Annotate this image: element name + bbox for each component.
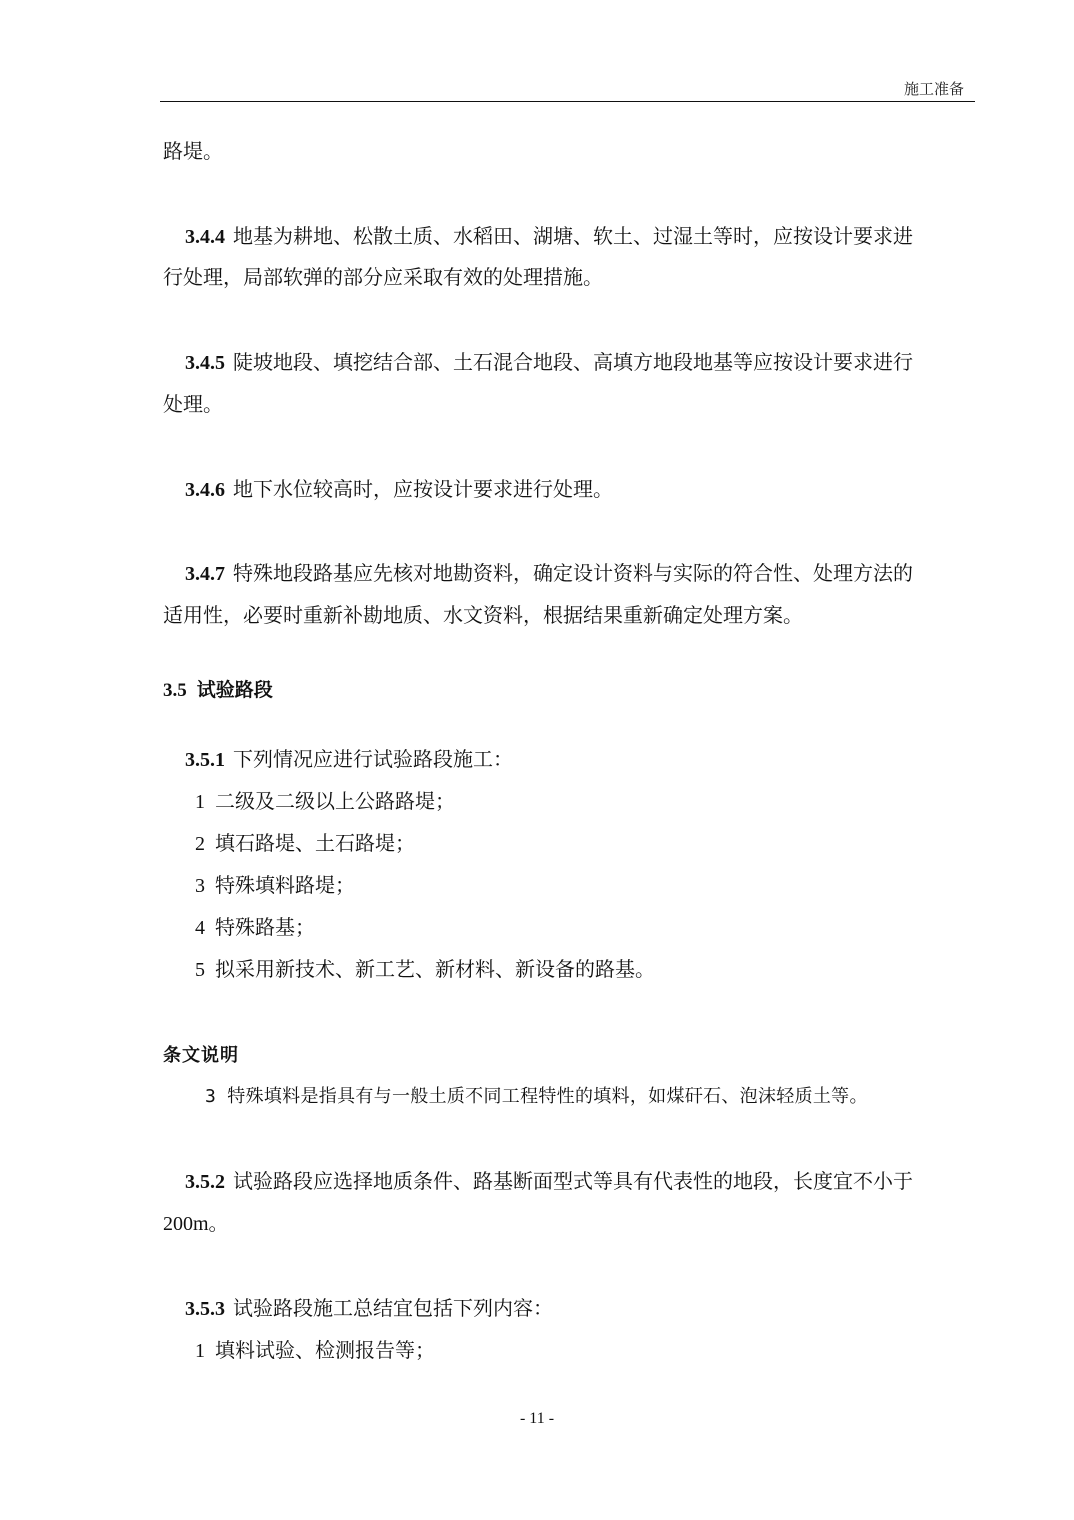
page-number: - 11 - bbox=[519, 1410, 555, 1427]
clause-text-continued: 200m。 bbox=[163, 1213, 229, 1235]
list-item: 4 特殊路基； bbox=[195, 917, 315, 939]
header-divider bbox=[160, 101, 975, 102]
header-chapter-title: 施工准备 bbox=[903, 80, 964, 98]
clause-text-continued: 行处理，局部软弹的部分应采取有效的处理措施。 bbox=[163, 267, 603, 289]
clause-text: 特殊地段路基应先核对地勘资料，确定设计资料与实际的符合性、处理方法的 bbox=[233, 563, 913, 585]
clause-text: 试验路段施工总结宜包括下列内容： bbox=[233, 1298, 553, 1320]
clause-number: 3.4.7 bbox=[185, 563, 225, 585]
clause-text: 试验路段应选择地质条件、路基断面型式等具有代表性的地段，长度宜不小于 bbox=[233, 1171, 913, 1193]
clause-number: 3.4.4 bbox=[185, 226, 225, 248]
continuation-text: 路堤。 bbox=[163, 141, 223, 163]
clause-text: 陡坡地段、填挖结合部、土石混合地段、高填方地段地基等应按设计要求进行 bbox=[233, 352, 913, 374]
section-title: 试验路段 bbox=[196, 680, 273, 701]
list-item: 3 特殊填料路堤； bbox=[195, 875, 355, 897]
section-heading-3-5 bbox=[163, 679, 273, 703]
clause-text-continued: 处理。 bbox=[163, 394, 223, 416]
explanation-title: 条文说明 bbox=[163, 1045, 239, 1066]
clause-text-continued: 适用性，必要时重新补勘地质、水文资料，根据结果重新确定处理方案。 bbox=[163, 605, 803, 627]
list-item: 5 拟采用新技术、新工艺、新材料、新设备的路基。 bbox=[195, 959, 655, 981]
list-item: 2 填石路堤、土石路堤； bbox=[195, 833, 415, 855]
clause-text: 下列情况应进行试验路段施工： bbox=[233, 749, 513, 771]
clause-number: 3.5.3 bbox=[185, 1298, 225, 1320]
clause-text: 地基为耕地、松散土质、水稻田、湖塘、软土、过湿土等时，应按设计要求进 bbox=[233, 226, 913, 248]
section-number: 3.5 bbox=[163, 680, 187, 701]
list-item: 1 填料试验、检测报告等； bbox=[195, 1340, 435, 1362]
clause-number: 3.5.2 bbox=[185, 1171, 225, 1193]
clause-number: 3.4.5 bbox=[185, 352, 225, 374]
clause-number: 3.5.1 bbox=[185, 749, 225, 771]
explanation-text: 3 特殊填料是指具有与一般土质不同工程特性的填料，如煤矸石、泡沫轻质土等。 bbox=[205, 1086, 868, 1107]
clause-number: 3.4.6 bbox=[185, 479, 225, 501]
list-item: 1 二级及二级以上公路路堤； bbox=[195, 791, 455, 813]
clause-text: 地下水位较高时，应按设计要求进行处理。 bbox=[233, 479, 613, 501]
